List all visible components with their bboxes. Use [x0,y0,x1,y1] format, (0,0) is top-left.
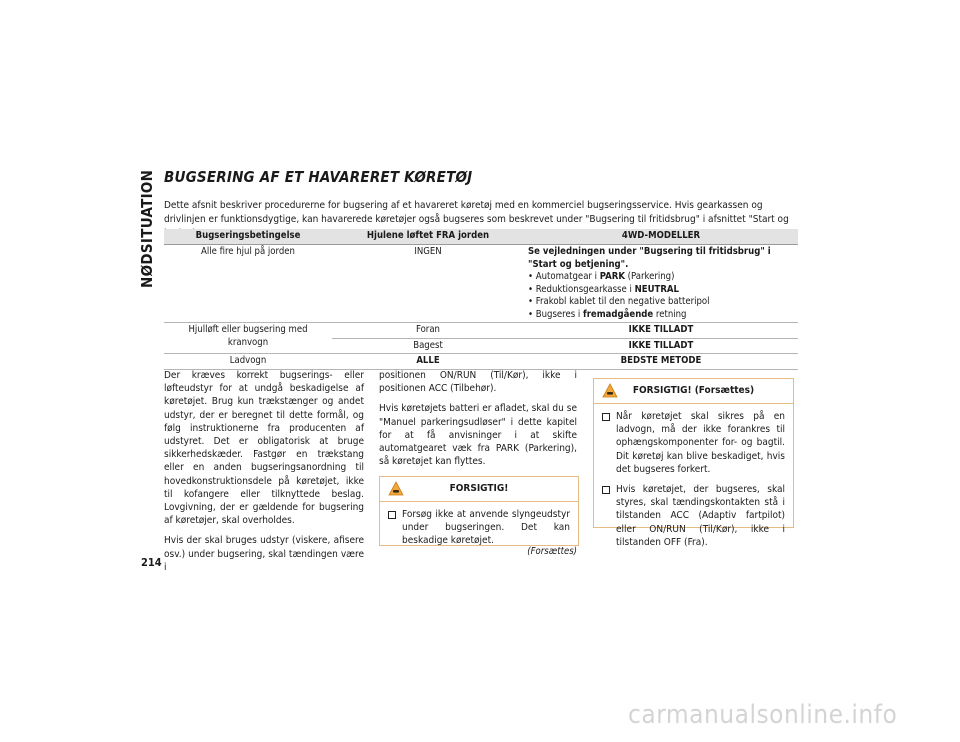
table-cell: Hjulløft eller bugsering med kranvogn [164,323,332,354]
caution-item: Når køretøjet skal sikres på en ladvogn, må der ikke forankres til ophængskomponenter for- og bagtil. Dit køretøj kan blive beskadiget, hvis det bugseres forkert. [602,410,785,476]
table-row [164,245,798,323]
caution-item: Hvis køretøjet, der bugseres, skal styres, skal tændingskontakten stå i tilstanden ACC (Adaptiv fartpilot) eller ON/RUN (Til/Kør), ikke i tilstanden OFF (Fra). [602,483,785,549]
table-cell: INGEN [332,245,524,323]
table-cell: Foran [332,323,524,339]
table-header-condition: Bugseringsbetingelse [164,229,332,245]
caution-title: FORSIGTIG! [449,483,509,494]
table-header-wheels: Hjulene løftet FRA jorden [332,229,524,245]
caution-item: Forsøg ikke at anvende slyngeudstyr under bugseringen. Det kan beskadige køretøjet. [388,508,570,548]
table-row [164,354,798,370]
body-paragraph: Der kræves korrekt bugserings- eller løfteudstyr for at undgå beskadigelse af køretøjet. Brug kun trækstænger og andet udstyr, der er beregnet til dette formål, og følg instruktionerne fra producenten af udstyret. Det er obligatorisk at bruge sikkerhedskæder. Fastgør en trækstang eller en anden bugseringsanordning til hovedkonstruktionsdele på køretøjet, ikke til kofangere eller tilknyttede beslag. Lovgivning, der er gældende for bugsering af køretøjer, skal overholdes. [164,370,364,527]
table-bullet: • Automatgear i PARK (Parkering) [528,271,675,282]
caution-header [380,477,578,502]
table-bullet: • Bugseres i fremadgående retning [528,308,687,320]
table-cell-lead: Se vejledningen under "Bugsering til fritidsbrug" i "Start og betjening". [528,246,771,270]
checkbox-bullet-icon [602,486,610,494]
caution-list [594,404,793,560]
section-title: NØDSITUATION [138,169,156,288]
caution-title: FORSIGTIG! (Forsættes) [632,385,755,396]
warning-icon [602,383,618,398]
body-paragraph: positionen ON/RUN (Til/Kør), ikke i positionen ACC (Tilbehør). [379,370,577,395]
caution-header [594,379,793,404]
table-cell: ALLE [332,354,524,370]
warning-icon [388,481,404,496]
table-header-4wd: 4WD-MODELLER [524,229,798,245]
table-cell: IKKE TILLADT [524,323,798,339]
table-cell: Ladvogn [164,354,332,370]
table-cell [524,245,798,323]
body-paragraph: Hvis køretøjets batteri er afladet, skal du se "Manuel parkeringsudløser" i dette kapitel for at få anvisninger i at skifte automatgearet væk fra PARK (Parkering), så køretøjet kan flyttes. [379,403,577,468]
page-heading: BUGSERING AF ET HAVARERET KØRETØJ [164,168,473,186]
table-cell: BEDSTE METODE [524,354,798,370]
table-cell: Bagest [332,338,524,354]
table-row [164,323,798,339]
table-cell: Alle fire hjul på jorden [164,245,332,323]
table-cell: IKKE TILLADT [524,338,798,354]
table-bullet: • Reduktionsgearkasse i NEUTRAL [528,283,679,295]
page-number: 214 [141,556,162,569]
body-column-middle [379,369,577,475]
towing-table [164,229,798,370]
table-header-row [164,229,798,245]
intro-paragraph: Dette afsnit beskriver procedurerne for bugsering af et havareret køretøj med en kommerciel bugseringsservice. Hvis gearkassen og drivlinjen er funktionsdygtige, kan havarerede køretøjer også bugseres som beskrevet under "Bugsering til fritidsbrug" i afsnittet "Start og [164,200,789,225]
footer-watermark: carmanualsonline.info [628,700,898,730]
caution-box [379,476,579,546]
table-bullet: • Frakobl kablet til den negative batteripol [528,296,710,307]
checkbox-bullet-icon [602,413,610,421]
continued-note: (Forsættes) [527,546,577,557]
body-paragraph: Hvis der skal bruges udstyr (viskere, afisere osv.) under bugsering, skal tændingen være i [164,535,364,573]
checkbox-bullet-icon [388,511,396,519]
body-column-left [164,369,364,581]
caution-box-continued [593,378,794,548]
